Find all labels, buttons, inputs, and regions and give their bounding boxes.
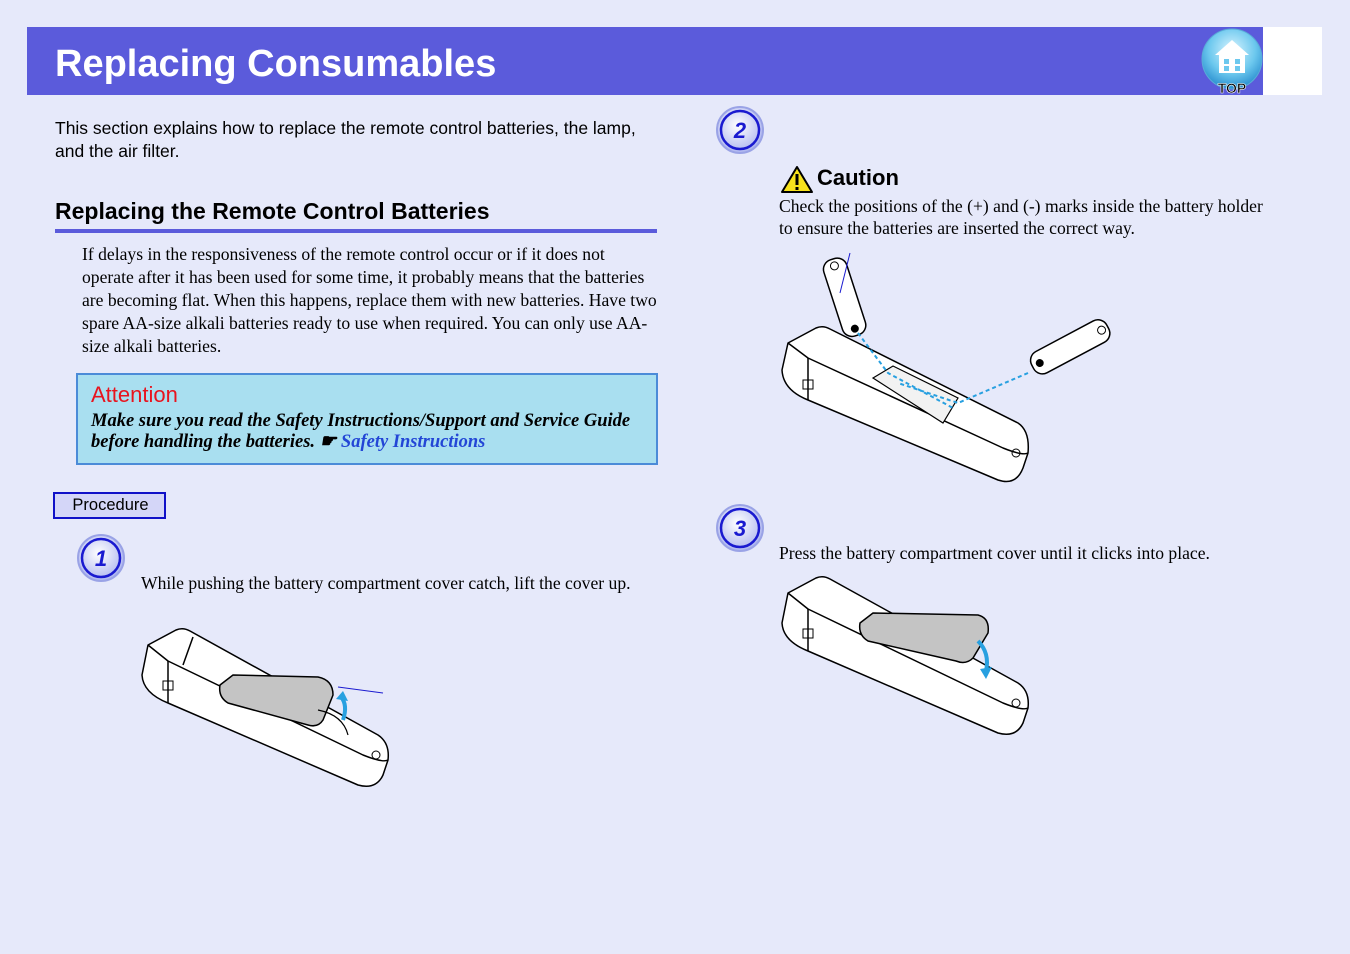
safety-instructions-link[interactable]: Safety Instructions <box>340 432 486 452</box>
step-1-badge <box>76 533 126 583</box>
step-2-badge <box>715 105 765 155</box>
step-1-number: 1 <box>94 546 108 571</box>
warning-icon <box>780 165 814 194</box>
top-button[interactable] <box>1199 28 1265 96</box>
step-3-number: 3 <box>733 516 747 541</box>
attention-title: Attention <box>91 382 178 407</box>
section-body: If delays in the responsiveness of the remote control occur or if it does not operate after it has been used for some time, it probably means that the batteries are becoming flat. When this happens, replace them with new batteries. Have two spare AA-size alkali batteries ready to use when required. You can only use AA-size alkali batteries. <box>82 244 657 356</box>
step-2-number: 2 <box>733 118 747 143</box>
page-header <box>27 27 1263 95</box>
intro-text: This section explains how to replace the remote control batteries, the lamp, and the air filter. <box>55 118 636 161</box>
remote-batteries-illustration <box>778 248 1113 493</box>
step-3-text: Press the battery compartment cover until it clicks into place. <box>779 543 1210 563</box>
procedure-label: Procedure <box>53 492 166 519</box>
caution-title: Caution <box>817 165 899 190</box>
home-icon <box>1199 28 1265 96</box>
section-heading: Replacing the Remote Control Batteries <box>55 198 657 233</box>
top-label: TOP <box>1217 80 1247 96</box>
step-2-text: Check the positions of the (+) and (-) marks inside the battery holder to ensure the batteries are inserted the correct way. <box>779 196 1263 238</box>
pointer-icon: ☛ <box>319 432 337 452</box>
step-1-text: While pushing the battery compartment cover catch, lift the cover up. <box>141 573 631 593</box>
attention-box <box>76 373 658 465</box>
remote-cover-open-illustration <box>138 625 398 795</box>
remote-cover-close-illustration <box>778 573 1038 743</box>
attention-text <box>91 411 651 453</box>
attention-message: Make sure you read the Safety Instructions/Support and Service Guide before handling the batteries. <box>91 411 631 452</box>
header-corner <box>1263 27 1322 95</box>
page-title: Replacing Consumables <box>55 43 497 85</box>
step-3-badge <box>715 503 765 553</box>
